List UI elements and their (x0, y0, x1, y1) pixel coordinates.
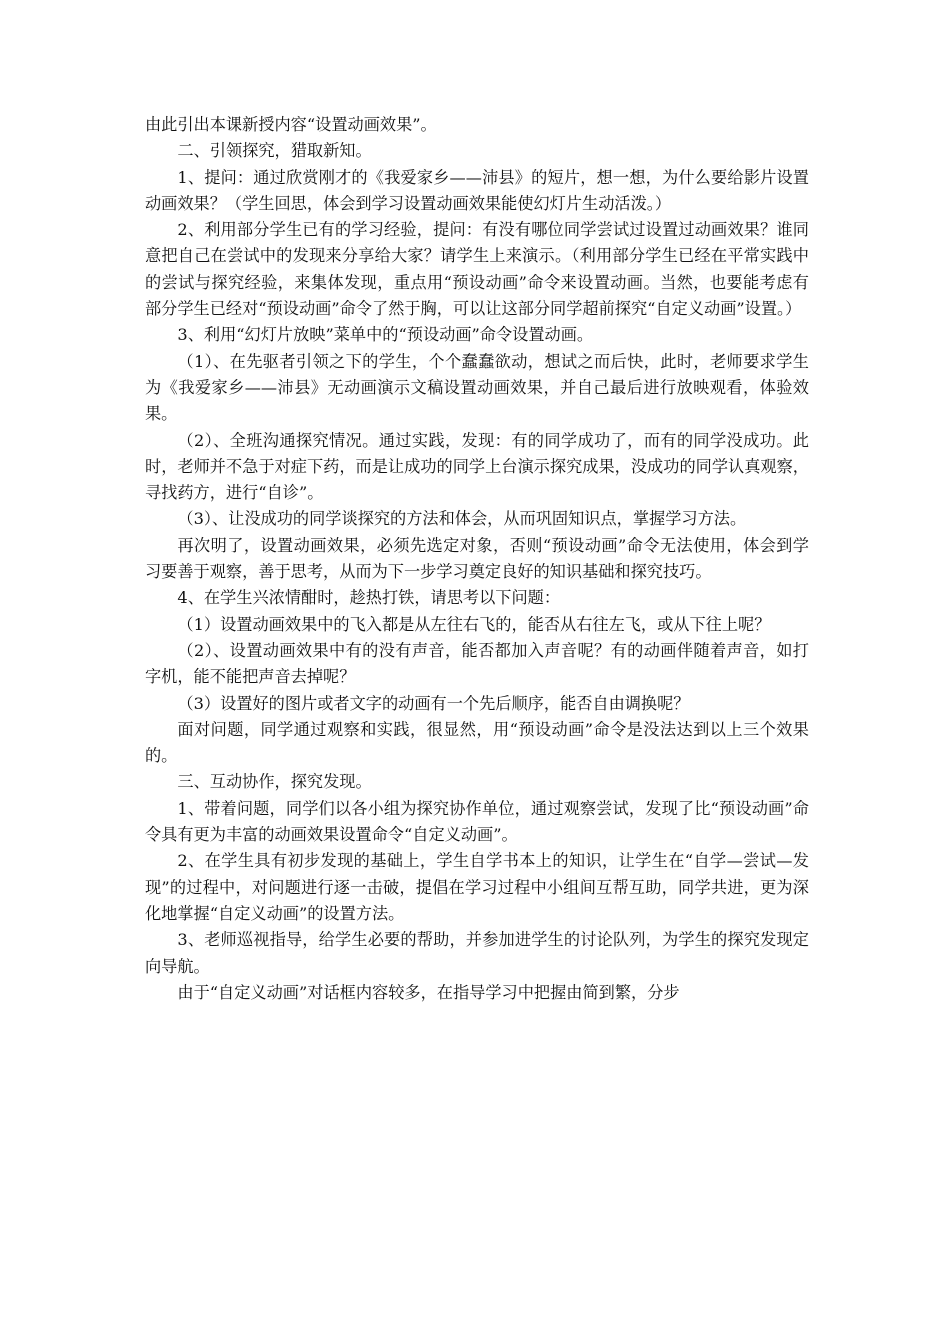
section-heading-3: 三、互动协作，探究发现。 (177, 772, 372, 792)
paragraph: （2）、设置动画效果中有的没有声音，能否都加入声音呢？有的动画伴随着声音，如打字机，能不能把声音去掉呢？ (145, 640, 809, 687)
paragraph: （2）、全班沟通探究情况。通过实践，发现：有的同学成功了，而有的同学没成功。此时，老师并不急于对症下药，而是让成功的同学上台演示探究成果，没成功的同学认真观察，寻找药方，进行“自诊”。 (145, 430, 809, 503)
paragraph: 由于“自定义动画”对话框内容较多，在指导学习中把握由简到繁，分步 (177, 982, 680, 1002)
paragraph: 2、在学生具有初步发现的基础上，学生自学书本上的知识，让学生在“自学—尝试—发现”的过程中，对问题进行逐一击破，提倡在学习过程中小组间互帮互助，同学共进，更为深化地掌握“自定义动画”的设置方法。 (145, 851, 809, 923)
section-heading-2: 二、引领探究，猎取新知。 (177, 141, 372, 161)
paragraph: （1）设置动画效果中的飞入都是从左往右飞的，能否从右往左飞，或从下往上呢？ (177, 614, 771, 634)
paragraph: 再次明了，设置动画效果，必须先选定对象，否则“预设动画”命令无法使用，体会到学习要善于观察，善于思考，从而为下一步学习奠定良好的知识基础和探究技巧。 (145, 535, 809, 582)
paragraph: 面对问题，同学通过观察和实践，很显然，用“预设动画”命令是没法达到以上三个效果的。 (145, 719, 809, 766)
document-body (145, 112, 809, 1006)
paragraph: （1）、在先驱者引领之下的学生，个个蠢蠢欲动，想试之而后快，此时，老师要求学生为《我爱家乡——沛县》无动画演示文稿设置动画效果，并自己最后进行放映观看，体验效果。 (145, 351, 809, 424)
paragraph: 1、带着问题，同学们以各小组为探究协作单位，通过观察尝试，发现了比“预设动画”命令具有更为丰富的动画效果设置命令“自定义动画”。 (145, 798, 809, 845)
paragraph: 3、利用“幻灯片放映”菜单中的“预设动画”命令设置动画。 (177, 325, 594, 345)
paragraph: 4、在学生兴浓情酣时，趁热打铁，请思考以下问题： (177, 588, 561, 608)
paragraph: 3、老师巡视指导，给学生必要的帮助，并参加进学生的讨论队列，为学生的探究发现定向导航。 (145, 930, 809, 976)
paragraph-intro-continuation: 由此引出本课新授内容“设置动画效果”。 (145, 115, 437, 134)
paragraph: 2、利用部分学生已有的学习经验，提问：有没有哪位同学尝试过设置过动画效果？谁同意把自己在尝试中的发现来分享给大家？请学生上来演示。（利用部分学生已经在平常实践中的尝试与探究经验，来集体发现，重点用“预设动画”命令来设置动画。当然，也要能考虑有部分学生已经对“预设动画”命令了然于胸，可以让这部分同学超前探究“自定义动画”设置。） (145, 220, 809, 319)
paragraph: 1、提问：通过欣赏刚才的《我爱家乡——沛县》的短片，想一想，为什么要给影片设置动画效果？（学生回思，体会到学习设置动画效果能使幻灯片生动活泼。） (145, 167, 809, 213)
paragraph: （3）、让没成功的同学谈探究的方法和体会，从而巩固知识点，掌握学习方法。 (177, 509, 747, 529)
paragraph: （3）设置好的图片或者文字的动画有一个先后顺序，能否自由调换呢？ (177, 693, 690, 713)
